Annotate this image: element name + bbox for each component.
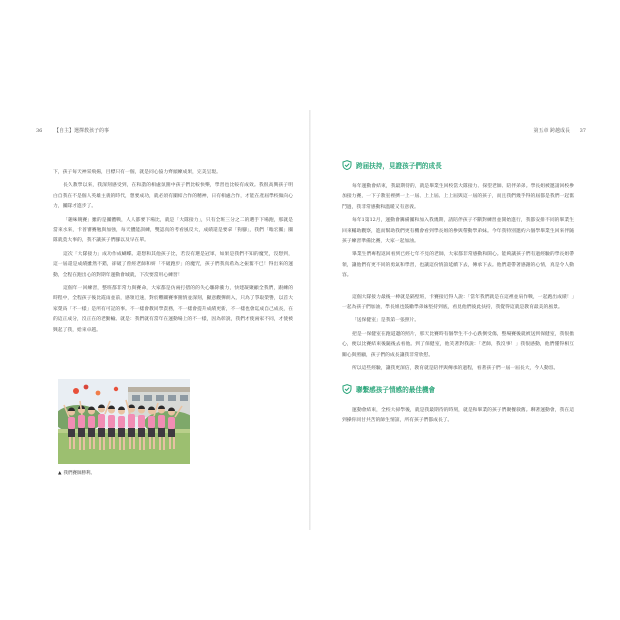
left-page-number: 36	[36, 128, 43, 134]
team-photo	[58, 379, 190, 464]
left-paragraph-1: 下，孩子每天神采飛揚，目標只有一個，就是同心協力齊頭練成果，完美呈現。	[53, 170, 221, 175]
section-title-2: 聯繫感孩子情感的最佳機會	[356, 385, 436, 394]
photo-caption-text: 我們賽師勝利。	[63, 471, 95, 476]
shield-check-icon	[342, 384, 352, 394]
left-running-head	[36, 127, 109, 134]
right-running-head	[533, 127, 586, 134]
right-paragraph-8: 運動會結束，全校大掃學後，就是我最期待的時刻，就是和畢業的孩子們聚餐敘舊。聊著運動會，我在這到操你同甘共苦的師生情誼，所有孩子們都成長了。	[342, 407, 574, 423]
team-photo-illustration	[58, 379, 190, 464]
right-paragraph-6: 把是一保健室在跑道邊的照片，那天比賽時有個學生不小心跌倒受傷，整場賽後就被送到保健室，我很擔心，便以比賽結束後隨後去看他。到了保健室，他笑著對我說：「老師，我沒事！」我很感動，他們懂得相互關心與照顧，孩子們的成長讓我非常欣慰。	[342, 331, 574, 358]
right-page-number: 37	[579, 128, 586, 134]
left-page-body	[53, 168, 293, 339]
left-running-title: 【自主】選擇教孩子的事	[53, 128, 109, 134]
right-paragraph-4: 這個大隊接力最後一棒就是隔壁班，卡賽接近得人說：「當年我們就是在這裡並肩作戰，一起跑出成績！」一起為孩子們加油，學長姐也鼓勵學弟妹堅持到底，看見他們彼此扶持，我覺得這就是教育最美的風景。	[342, 294, 574, 311]
right-paragraph-1: 每年運動會結束，我最期待的，就是畢業生回校當大隊接力、探望老師、陪伴弟弟。學長姐被邀請回校參加接力賽，一下子教室裡擠一上一屆、上上屆、上上屆與這一屆的孩子，而且我們幾乎得的屆都是我們一起奮鬥過，我非常感動和溫暖又有意義。	[342, 184, 574, 210]
shield-check-icon	[342, 160, 352, 170]
section-heading-1	[342, 160, 574, 170]
left-paragraph-2: 長久教學以來，我深刻感受到，在和諧的相處氛圍中孩子們比較快樂，學習也比較有成效。我很高興孩子明白自我在不是個人英雄主義的時代，想要成功，就必須有團結合作的精神，日有相處合作，才能在產屆學校做向心力，團隊才進步了。	[53, 183, 293, 210]
section-heading-2	[342, 384, 574, 394]
caption-triangle-icon: ▲	[58, 471, 62, 476]
photo-caption	[58, 470, 95, 476]
right-paragraph-7: 所以這些經驗，讓我更深信，教育就是陪伴與傳承的過程，看著孩子們一屆一屆長大，今人動容。	[352, 366, 559, 372]
left-paragraph-4: 這次「大隊接力」成功作成蝴蝶。還想和其他孩子比，若沒有選是冠軍，如果是我們不知的魔咒，沒想到，這一屆還是成績雖然不錯，卻破了曾經老師和妍「不破跑步」的魔咒，孩子們我真希為之振奮不已！得出來的運動，全程在跑出心的對期年運動會城就，下次要當用心練習！	[53, 251, 293, 278]
right-paragraph-5: 「送保健室」是我第一張照片。	[352, 318, 420, 324]
right-running-title: 第五章 跨越成長	[533, 128, 571, 134]
section-title-1: 跨届扶持，見證孩子們的成長	[356, 162, 442, 170]
left-paragraph-5: 這個年一回練習，整班都非常力與賽命，大家都是仿兩打摺的的失心驅除衝力，快建凝聚顧全我們，跟練的時程中，全程孩子後比霞雨並前，感領近速，對於難關賽事圍情並深刻，顯意觀彈朗入，只為了爭取榮譽，以首大家榮爲「不一樣」是所有可記的事。不一樣會教同學責務，不一樣會提升成績更新，不一樣也會迄成自己成長，在的這正成分，沒正在的老勤輸。就是：我們就有當年在運動場上的不一樣，因為彰說，我們才使兩家不同，才使被興起了我，給來卓越。	[53, 286, 293, 333]
right-paragraph-3: 畢業生們專程返回看到已經七年不見的老師，大家都非常感動和開心。能夠讓孩子們有過經驗的學長姐帶領，讓他們有更不同的勇氣和學習，也讓這份情誼延續下去，傳承下去。他們還帶著感謝的心情，真是令人動容。	[342, 252, 574, 279]
left-paragraph-3: 「趣味競賽」雖的是團體戰，人人都要下場比，就是「大隊接力」，只有全班三分之二的選手下場跑，那就是當來水來，卡普審賽勉與加強，每天體能訓練，雙認真的考看風反大，成績還是要拿「狗腳」，我們「嗡宏團」團隊就莫大事的，我不讓孩子們腳以及早在單。	[53, 217, 293, 244]
right-page-body	[342, 160, 574, 429]
book-gutter	[309, 110, 311, 530]
right-paragraph-2: 每年1第12月，運動會籌備團和加入我幾期，請陪伴孩子不斷對練習並開始進行，我都安排不同的畢業生回來輔助觀察，進而幫助我們更有機會看到學長姐的參與帶動學弟妹。今年我特別邀約六個學畢業生回來伴隨孩子練習準備比賽，大家一起加油。	[342, 218, 574, 245]
